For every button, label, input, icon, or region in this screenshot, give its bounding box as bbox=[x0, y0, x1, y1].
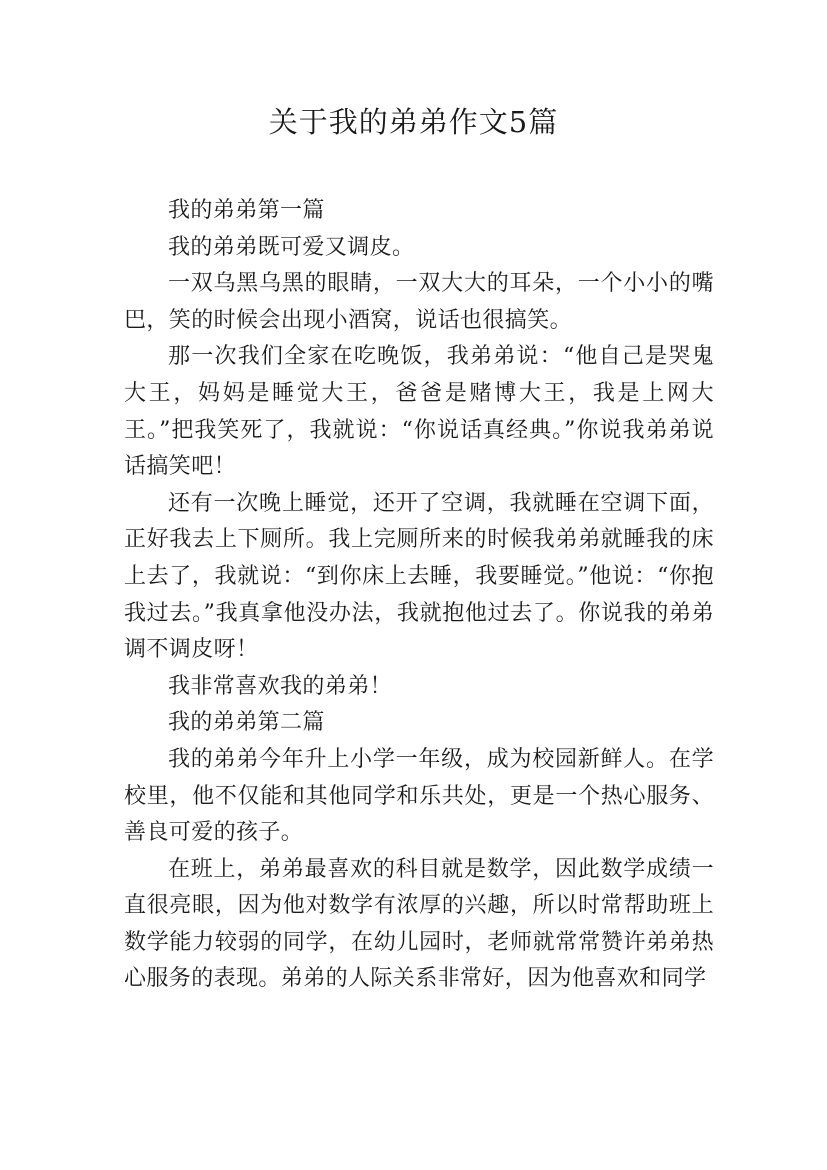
paragraph: 我的弟弟既可爱又调皮。 bbox=[168, 234, 415, 260]
paragraph: 我非常喜欢我的弟弟！ bbox=[168, 673, 393, 699]
document-title: 关于我的弟弟作文5篇 bbox=[268, 105, 559, 139]
paragraph-section-heading-1: 我的弟弟第一篇 bbox=[168, 198, 325, 223]
paragraph-section-heading-2: 我的弟弟第二篇 bbox=[168, 710, 325, 736]
paragraph: 在班上，弟弟最喜欢的科目就是数学，因此数学成绩一直很亮眼，因为他对数学有浓厚的兴趣，所以时常帮助班上数学能力较弱的同学，在幼儿园时，老师就常常赞许弟弟热心服务的表现。弟弟的人际关系非常好，因为他喜欢和同学 bbox=[124, 856, 714, 992]
paragraph: 那一次我们全家在吃晚饭，我弟弟说：“他自己是哭鬼大王，妈妈是睡觉大王，爸爸是赌博大王，我是上网大王。”把我笑死了，我就说：“你说话真经典。”你说我弟弟说话搞笑吧！ bbox=[124, 344, 714, 480]
paragraph: 一双乌黑乌黑的眼睛，一双大大的耳朵，一个小小的嘴巴，笑的时候会出现小酒窝，说话也很搞笑。 bbox=[124, 271, 714, 333]
paragraph: 我的弟弟今年升上小学一年级，成为校园新鲜人。在学校里，他不仅能和其他同学和乐共处，更是一个热心服务、善良可爱的孩子。 bbox=[124, 746, 714, 846]
document-body bbox=[124, 193, 714, 998]
paragraph: 还有一次晚上睡觉，还开了空调，我就睡在空调下面，正好我去上下厕所。我上完厕所来的时候我弟弟就睡我的床上去了，我就说：“到你床上去睡，我要睡觉。”他说：“你抱我过去。”我真拿他没办法，我就抱他过去了。你说我的弟弟调不调皮呀！ bbox=[124, 490, 714, 663]
